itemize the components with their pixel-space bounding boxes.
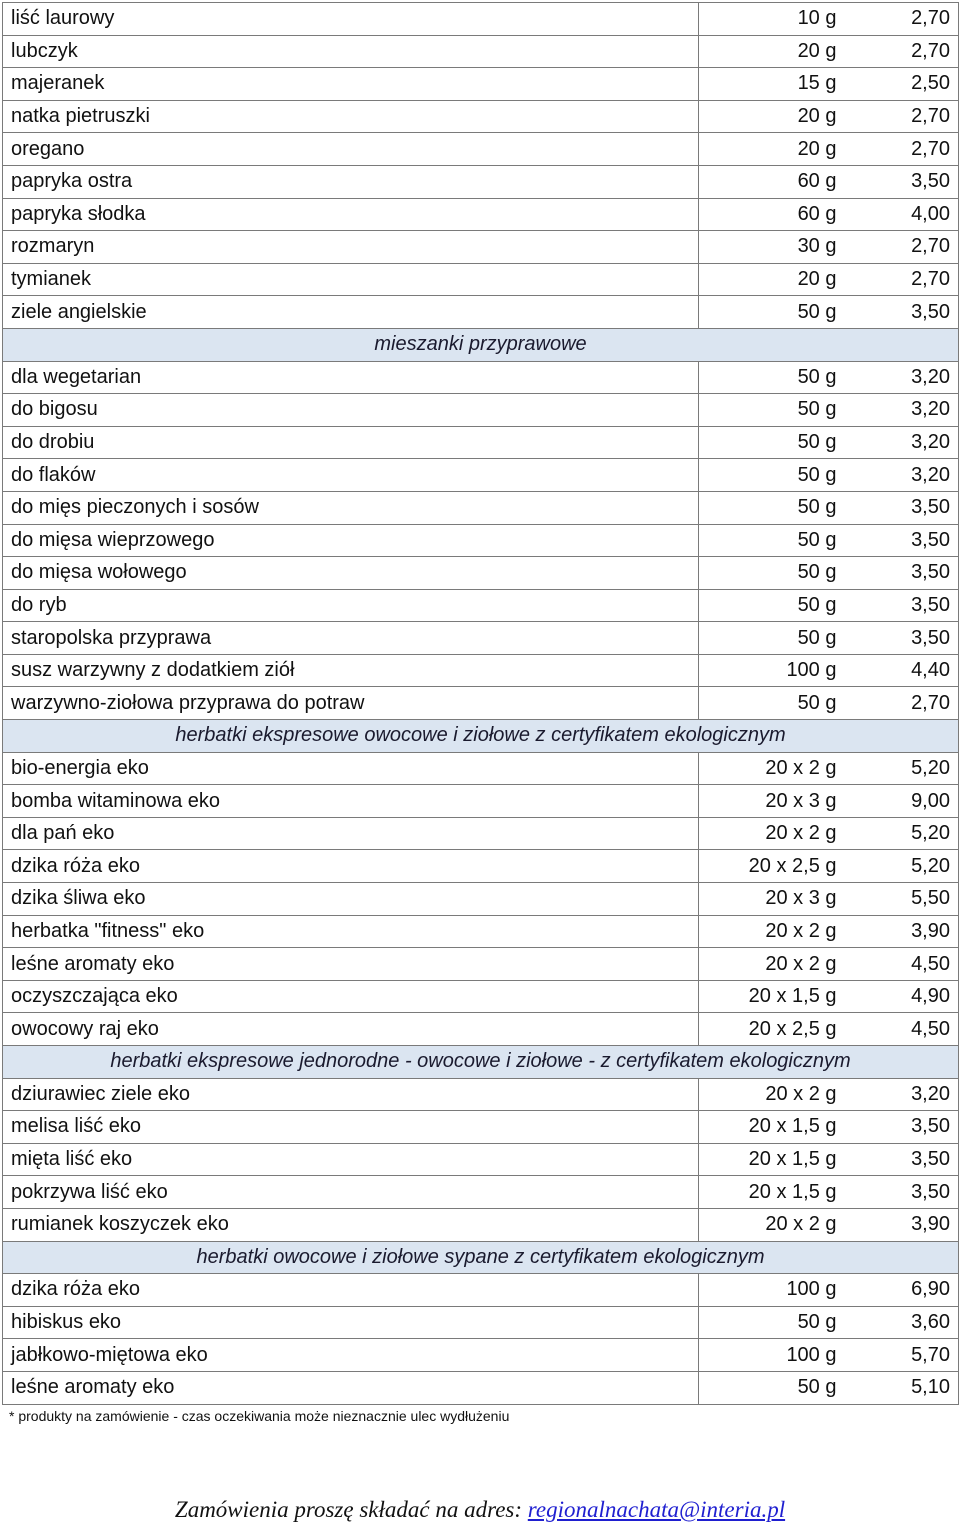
product-name: papryka słodka [3,198,699,231]
product-quantity: 100 g [699,654,845,687]
product-name: owocowy raj eko [3,1013,699,1046]
product-price: 3,20 [845,394,959,427]
product-price: 4,40 [845,654,959,687]
product-quantity: 20 x 2 g [699,948,845,981]
product-name: pokrzywa liść eko [3,1176,699,1209]
section-header-row [3,328,959,361]
product-price: 3,50 [845,1143,959,1176]
product-quantity: 100 g [699,1339,845,1372]
table-row [3,785,959,818]
table-row [3,589,959,622]
product-quantity: 100 g [699,1274,845,1307]
table-row [3,1111,959,1144]
product-quantity: 50 g [699,622,845,655]
product-price: 3,50 [845,296,959,329]
product-price: 3,50 [845,1176,959,1209]
product-quantity: 10 g [699,3,845,36]
product-price: 3,20 [845,1078,959,1111]
product-quantity: 50 g [699,589,845,622]
product-price: 2,70 [845,100,959,133]
product-name: oregano [3,133,699,166]
product-price: 3,90 [845,1208,959,1241]
product-price: 3,60 [845,1306,959,1339]
contact-line [0,1497,960,1523]
product-price: 2,50 [845,68,959,101]
product-price: 2,70 [845,3,959,36]
product-name: do drobiu [3,426,699,459]
section-title: herbatki ekspresowe jednorodne - owocowe i ziołowe - z certyfikatem ekologicznym [3,1046,959,1079]
product-quantity: 20 g [699,263,845,296]
table-row [3,100,959,133]
product-price: 2,70 [845,133,959,166]
product-name: dzika róża eko [3,1274,699,1307]
product-quantity: 20 g [699,133,845,166]
table-row [3,557,959,590]
price-table-body [3,3,959,1405]
product-name: susz warzywny z dodatkiem ziół [3,654,699,687]
email-link[interactable]: regionalnachata@interia.pl [527,1497,786,1522]
product-name: do mięsa wieprzowego [3,524,699,557]
table-row [3,948,959,981]
product-name: do flaków [3,459,699,492]
table-row [3,198,959,231]
table-row [3,361,959,394]
product-quantity: 60 g [699,198,845,231]
product-name: leśne aromaty eko [3,1371,699,1404]
product-quantity: 20 x 2,5 g [699,850,845,883]
table-row [3,426,959,459]
product-quantity: 20 x 1,5 g [699,1143,845,1176]
product-name: staropolska przyprawa [3,622,699,655]
product-name: jabłkowo-miętowa eko [3,1339,699,1372]
table-row [3,817,959,850]
table-row [3,3,959,36]
product-name: natka pietruszki [3,100,699,133]
product-price: 3,20 [845,361,959,394]
product-price: 5,70 [845,1339,959,1372]
product-price: 5,50 [845,883,959,916]
product-name: papryka ostra [3,165,699,198]
product-name: rozmaryn [3,231,699,264]
product-price: 6,90 [845,1274,959,1307]
product-quantity: 50 g [699,491,845,524]
product-name: do bigosu [3,394,699,427]
product-name: do mięsa wołowego [3,557,699,590]
product-name: dzika róża eko [3,850,699,883]
product-price: 3,50 [845,491,959,524]
product-quantity: 50 g [699,426,845,459]
product-price: 4,90 [845,980,959,1013]
table-row [3,133,959,166]
product-quantity: 20 x 3 g [699,883,845,916]
product-price: 3,50 [845,1111,959,1144]
product-quantity: 50 g [699,687,845,720]
product-quantity: 15 g [699,68,845,101]
table-row [3,491,959,524]
table-row [3,394,959,427]
product-price: 2,70 [845,231,959,264]
table-row [3,1371,959,1404]
product-quantity: 20 x 2 g [699,1208,845,1241]
table-row [3,687,959,720]
product-quantity: 20 x 2 g [699,915,845,948]
product-name: liść laurowy [3,3,699,36]
product-name: dla pań eko [3,817,699,850]
product-name: ziele angielskie [3,296,699,329]
footnote: * produkty na zamówienie - czas oczekiwania może nieznacznie ulec wydłużeniu [9,1408,510,1424]
table-row [3,850,959,883]
product-price: 4,00 [845,198,959,231]
product-quantity: 20 x 2 g [699,752,845,785]
product-name: bio-energia eko [3,752,699,785]
product-price: 5,20 [845,752,959,785]
product-price: 3,20 [845,426,959,459]
product-price: 5,20 [845,850,959,883]
product-price: 3,50 [845,165,959,198]
table-row [3,915,959,948]
product-price: 2,70 [845,687,959,720]
product-quantity: 50 g [699,557,845,590]
product-name: dzika śliwa eko [3,883,699,916]
table-row [3,1176,959,1209]
product-quantity: 20 x 1,5 g [699,1176,845,1209]
product-quantity: 20 x 1,5 g [699,980,845,1013]
product-name: warzywno-ziołowa przyprawa do potraw [3,687,699,720]
product-name: herbatka "fitness" eko [3,915,699,948]
table-row [3,1274,959,1307]
price-table [2,2,959,1405]
table-row [3,752,959,785]
section-title: herbatki owocowe i ziołowe sypane z certyfikatem ekologicznym [3,1241,959,1274]
product-price: 3,50 [845,622,959,655]
table-row [3,654,959,687]
product-price: 3,90 [845,915,959,948]
section-title: herbatki ekspresowe owocowe i ziołowe z certyfikatem ekologicznym [3,720,959,753]
product-name: tymianek [3,263,699,296]
product-price: 3,20 [845,459,959,492]
product-price: 5,10 [845,1371,959,1404]
product-price: 5,20 [845,817,959,850]
product-quantity: 60 g [699,165,845,198]
product-quantity: 20 g [699,100,845,133]
product-price: 3,50 [845,557,959,590]
table-row [3,1143,959,1176]
product-name: dla wegetarian [3,361,699,394]
table-row [3,980,959,1013]
section-title: mieszanki przyprawowe [3,328,959,361]
product-quantity: 50 g [699,1306,845,1339]
product-price: 2,70 [845,35,959,68]
table-row [3,1306,959,1339]
product-quantity: 20 x 3 g [699,785,845,818]
table-row [3,1078,959,1111]
product-name: leśne aromaty eko [3,948,699,981]
product-name: do mięs pieczonych i sosów [3,491,699,524]
product-quantity: 50 g [699,1371,845,1404]
table-row [3,165,959,198]
table-row [3,35,959,68]
product-quantity: 50 g [699,459,845,492]
product-quantity: 20 x 2 g [699,817,845,850]
product-quantity: 20 x 1,5 g [699,1111,845,1144]
product-quantity: 50 g [699,296,845,329]
product-name: hibiskus eko [3,1306,699,1339]
table-row [3,1013,959,1046]
product-price: 3,50 [845,589,959,622]
section-header-row [3,1046,959,1079]
product-quantity: 20 g [699,35,845,68]
product-price: 9,00 [845,785,959,818]
product-name: majeranek [3,68,699,101]
product-name: melisa liść eko [3,1111,699,1144]
product-quantity: 50 g [699,361,845,394]
table-row [3,524,959,557]
table-row [3,1208,959,1241]
product-price: 2,70 [845,263,959,296]
table-row [3,883,959,916]
product-name: lubczyk [3,35,699,68]
table-row [3,68,959,101]
table-row [3,459,959,492]
table-row [3,263,959,296]
product-name: bomba witaminowa eko [3,785,699,818]
product-quantity: 20 x 2 g [699,1078,845,1111]
contact-label: Zamówienia proszę składać na adres: [174,1497,523,1522]
product-quantity: 30 g [699,231,845,264]
product-name: dziurawiec ziele eko [3,1078,699,1111]
section-header-row [3,1241,959,1274]
product-name: oczyszczająca eko [3,980,699,1013]
table-row [3,1339,959,1372]
product-name: mięta liść eko [3,1143,699,1176]
table-row [3,622,959,655]
product-price: 4,50 [845,1013,959,1046]
table-row [3,296,959,329]
table-row [3,231,959,264]
product-name: do ryb [3,589,699,622]
product-quantity: 50 g [699,394,845,427]
product-name: rumianek koszyczek eko [3,1208,699,1241]
product-price: 3,50 [845,524,959,557]
product-quantity: 20 x 2,5 g [699,1013,845,1046]
section-header-row [3,720,959,753]
product-price: 4,50 [845,948,959,981]
product-quantity: 50 g [699,524,845,557]
